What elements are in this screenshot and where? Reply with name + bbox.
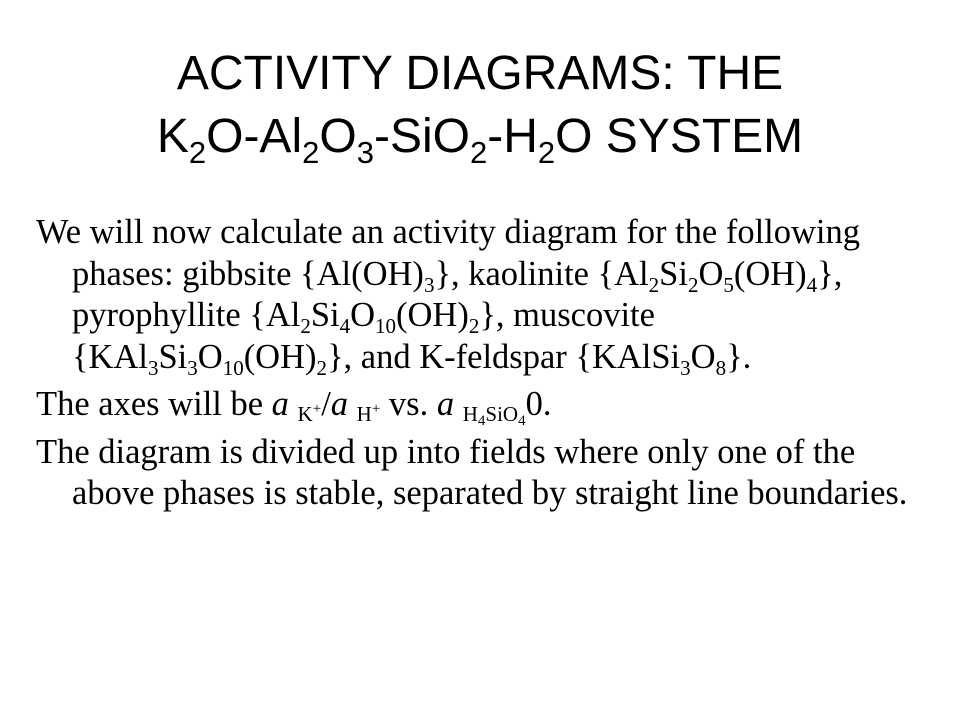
- slide-title: [40, 42, 920, 168]
- paragraph-fields: The diagram is divided up into fields where only one of the above phases is stable, separated by straight line boundaries.: [36, 432, 908, 512]
- title-line-1: ACTIVITY DIAGRAMS: THE: [176, 47, 784, 100]
- h-ion-subscript: H+: [356, 401, 381, 426]
- k-ion-subscript: K+: [297, 401, 322, 426]
- title-line-2: $K_2O-Al_2O_3-SiO_2-H_2O$ SYSTEM: [156, 110, 804, 170]
- paragraph-axes: The axes will be a K+/a H+ vs. a $H_4SiO_40$.: [36, 385, 552, 429]
- paragraph-phases: We will now calculate an activity diagram for the following phases: gibbsite $\{Al(OH)_3\}$, kaolinite $\{Al_2Si_2O_5(OH)_4\}$, pyrophyllite $\{Al_2Si_4O_{10}(OH)_2\}$, muscovite $\{KAl_3Si_3O_{10}(OH)_2\}$, and K-feldspar $\{KAlSi_3O_8\}$.: [36, 213, 860, 380]
- slide-body: [36, 212, 936, 515]
- silicic-acid-subscript: $H_4SiO_4$: [462, 402, 526, 429]
